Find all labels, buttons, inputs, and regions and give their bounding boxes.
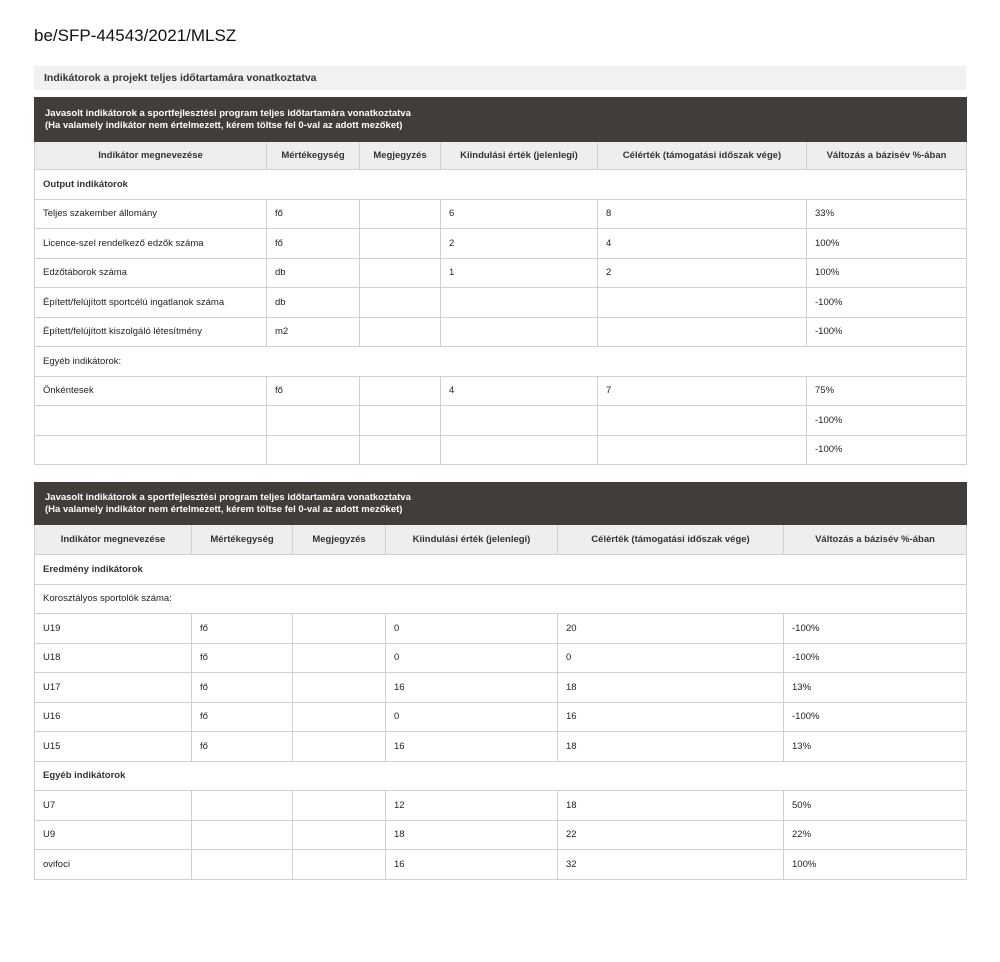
column-header-row: [35, 142, 967, 170]
cell-target: 18: [558, 791, 784, 821]
cell-baseline: 16: [386, 673, 558, 703]
cell-note: [360, 435, 441, 465]
cell-note: [293, 732, 386, 762]
cell-unit: [192, 791, 293, 821]
cell-indicator-name: U19: [35, 614, 192, 644]
cell-note: [293, 820, 386, 850]
col-baseline: Kiindulási érték (jelenlegi): [386, 525, 558, 555]
col-note: Megjegyzés: [360, 142, 441, 170]
cell-unit: [192, 820, 293, 850]
col-baseline: Kiindulási érték (jelenlegi): [441, 142, 598, 170]
document-id: be/SFP-44543/2021/MLSZ: [34, 26, 237, 45]
col-unit: Mértékegység: [192, 525, 293, 555]
cell-unit: [267, 435, 360, 465]
cell-change: 75%: [807, 376, 967, 406]
cell-baseline: 6: [441, 199, 598, 229]
cell-target: 2: [598, 258, 807, 288]
cell-target: 16: [558, 702, 784, 732]
cell-unit: fő: [192, 732, 293, 762]
category-label: Egyéb indikátorok: [35, 761, 967, 791]
cell-change: -100%: [807, 435, 967, 465]
cell-baseline: 0: [386, 702, 558, 732]
cell-change: 100%: [784, 850, 967, 880]
table-header: [35, 98, 967, 142]
cell-target: 0: [558, 643, 784, 673]
cell-unit: fő: [267, 376, 360, 406]
table-row: [35, 820, 967, 850]
col-change: Változás a bázisév %-ában: [784, 525, 967, 555]
col-indicator-name: Indikátor megnevezése: [35, 142, 267, 170]
cell-target: 18: [558, 732, 784, 762]
table-row: [35, 406, 967, 436]
category-label: Eredmény indikátorok: [35, 555, 967, 585]
table-header-title: Javasolt indikátorok a sportfejlesztési program teljes időtartamára vonatkoztatva: [45, 491, 411, 503]
output-indicators-table: [34, 97, 967, 465]
table-header-note: (Ha valamely indikátor nem értelmezett, kérem töltse fel 0-val az adott mezőket): [45, 119, 403, 131]
table-row: [35, 376, 967, 406]
cell-note: [360, 317, 441, 347]
table-body: [35, 614, 967, 762]
subcategory-row: [35, 584, 967, 614]
table-row: [35, 317, 967, 347]
cell-note: [360, 288, 441, 318]
category-label: Output indikátorok: [35, 170, 967, 200]
cell-note: [293, 702, 386, 732]
cell-change: -100%: [784, 643, 967, 673]
cell-unit: [267, 406, 360, 436]
table-row: [35, 229, 967, 259]
cell-note: [293, 643, 386, 673]
cell-note: [293, 850, 386, 880]
table-header: [35, 483, 967, 525]
col-indicator-name: Indikátor megnevezése: [35, 525, 192, 555]
cell-baseline: 12: [386, 791, 558, 821]
cell-change: 33%: [807, 199, 967, 229]
cell-change: -100%: [784, 702, 967, 732]
table-row: [35, 435, 967, 465]
category-row: [35, 170, 967, 200]
cell-indicator-name: U16: [35, 702, 192, 732]
cell-target: 18: [558, 673, 784, 703]
table-row: [35, 258, 967, 288]
cell-change: 100%: [807, 229, 967, 259]
col-target: Célérték (támogatási időszak vége): [558, 525, 784, 555]
cell-change: 13%: [784, 732, 967, 762]
cell-note: [293, 614, 386, 644]
cell-indicator-name: [35, 435, 267, 465]
cell-change: -100%: [807, 317, 967, 347]
cell-target: 7: [598, 376, 807, 406]
cell-change: -100%: [784, 614, 967, 644]
cell-indicator-name: [35, 406, 267, 436]
cell-baseline: [441, 288, 598, 318]
table-row: [35, 732, 967, 762]
cell-target: [598, 406, 807, 436]
category-row: [35, 555, 967, 585]
cell-change: 100%: [807, 258, 967, 288]
cell-indicator-name: U17: [35, 673, 192, 703]
category-label: Egyéb indikátorok:: [35, 347, 967, 377]
cell-unit: fő: [267, 229, 360, 259]
cell-unit: fő: [267, 199, 360, 229]
cell-note: [293, 791, 386, 821]
cell-indicator-name: Teljes szakember állomány: [35, 199, 267, 229]
col-target: Célérték (támogatási időszak vége): [598, 142, 807, 170]
table-row: [35, 288, 967, 318]
table-body: [35, 376, 967, 465]
cell-baseline: [441, 435, 598, 465]
cell-note: [360, 258, 441, 288]
cell-indicator-name: Önkéntesek: [35, 376, 267, 406]
table-row: [35, 791, 967, 821]
table-row: [35, 702, 967, 732]
cell-indicator-name: ovifoci: [35, 850, 192, 880]
cell-target: 4: [598, 229, 807, 259]
cell-note: [360, 199, 441, 229]
cell-unit: db: [267, 288, 360, 318]
cell-target: 32: [558, 850, 784, 880]
cell-note: [360, 406, 441, 436]
cell-indicator-name: Épített/felújított kiszolgáló létesítmény: [35, 317, 267, 347]
col-change: Változás a bázisév %-ában: [807, 142, 967, 170]
cell-baseline: 0: [386, 614, 558, 644]
table-header-title: Javasolt indikátorok a sportfejlesztési program teljes időtartamára vonatkoztatva: [45, 107, 411, 119]
category-row: [35, 347, 967, 377]
cell-indicator-name: Épített/felújított sportcélú ingatlanok száma: [35, 288, 267, 318]
cell-unit: db: [267, 258, 360, 288]
cell-baseline: [441, 406, 598, 436]
cell-unit: fő: [192, 702, 293, 732]
cell-target: [598, 435, 807, 465]
col-unit: Mértékegység: [267, 142, 360, 170]
cell-indicator-name: Edzőtáborok száma: [35, 258, 267, 288]
table-row: [35, 850, 967, 880]
cell-baseline: 18: [386, 820, 558, 850]
cell-baseline: [441, 317, 598, 347]
cell-target: 20: [558, 614, 784, 644]
cell-baseline: 1: [441, 258, 598, 288]
subcategory-label: Korosztályos sportolók száma:: [35, 584, 967, 614]
cell-target: [598, 288, 807, 318]
cell-change: 13%: [784, 673, 967, 703]
col-note: Megjegyzés: [293, 525, 386, 555]
cell-baseline: 0: [386, 643, 558, 673]
cell-indicator-name: U9: [35, 820, 192, 850]
cell-indicator-name: U18: [35, 643, 192, 673]
cell-indicator-name: U7: [35, 791, 192, 821]
cell-note: [293, 673, 386, 703]
cell-change: -100%: [807, 406, 967, 436]
cell-target: [598, 317, 807, 347]
table-header-note: (Ha valamely indikátor nem értelmezett, kérem töltse fel 0-val az adott mezőket): [45, 503, 403, 515]
column-header-row: [35, 525, 967, 555]
cell-baseline: 16: [386, 732, 558, 762]
result-indicators-table: [34, 482, 967, 880]
cell-change: 22%: [784, 820, 967, 850]
table-row: [35, 614, 967, 644]
category-row: [35, 761, 967, 791]
cell-target: 22: [558, 820, 784, 850]
cell-baseline: 4: [441, 376, 598, 406]
table-row: [35, 673, 967, 703]
cell-change: 50%: [784, 791, 967, 821]
cell-target: 8: [598, 199, 807, 229]
table-row: [35, 199, 967, 229]
cell-change: -100%: [807, 288, 967, 318]
cell-unit: m2: [267, 317, 360, 347]
cell-note: [360, 229, 441, 259]
table-row: [35, 643, 967, 673]
cell-unit: fő: [192, 673, 293, 703]
table-body: [35, 199, 967, 347]
cell-unit: fő: [192, 614, 293, 644]
cell-baseline: 16: [386, 850, 558, 880]
section-title: Indikátorok a projekt teljes időtartamára vonatkoztatva: [34, 66, 966, 90]
cell-indicator-name: Licence-szel rendelkező edzők száma: [35, 229, 267, 259]
cell-unit: [192, 850, 293, 880]
cell-baseline: 2: [441, 229, 598, 259]
cell-indicator-name: U15: [35, 732, 192, 762]
table-body: [35, 791, 967, 880]
cell-unit: fő: [192, 643, 293, 673]
cell-note: [360, 376, 441, 406]
